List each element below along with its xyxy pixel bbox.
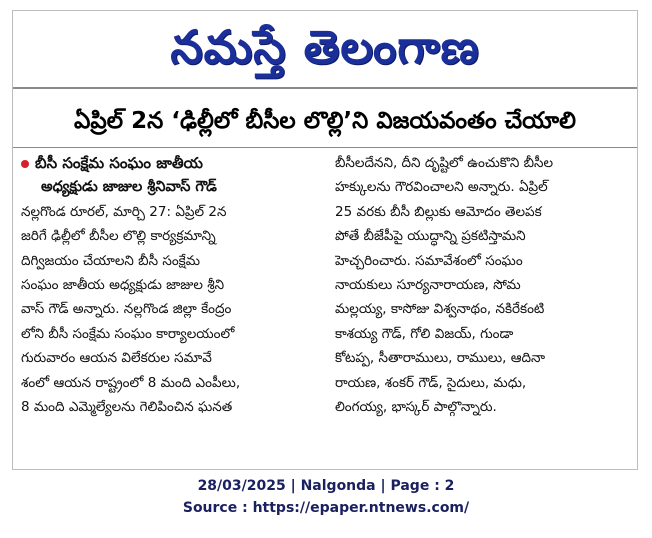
article-column-left [21, 151, 321, 419]
article-deck-line-1 [21, 151, 321, 175]
body-line: కోటప్ప, సీతారాములు, రాములు, ఆదినా [335, 350, 546, 367]
body-line: వాస్ గౌడ్ అన్నారు. నల్లగొండ జిల్లా కేంద్రం [21, 301, 232, 318]
body-line: హక్కులను గౌరవించాలని అన్నారు. ఏప్రిల్ [335, 179, 548, 196]
body-line: గురువారం ఆయన విలేకరుల సమావే [21, 350, 212, 367]
masthead-divider [13, 87, 637, 89]
body-line: జరిగే ఢిల్లీలో బీసీల లొల్లి కార్యక్రమాన్ని [21, 228, 216, 245]
body-line: 8 మంది ఎమ్మెల్యేలను గెలిపించిన ఘనత [21, 398, 233, 415]
article-column-right [335, 151, 627, 419]
headline-divider [13, 147, 637, 148]
deck-text-1: బీసీ సంక్షేమ సంఘం జాతీయ [35, 154, 203, 172]
bullet-icon [21, 160, 29, 168]
body-line: రాయణ, శంకర్ గౌడ్, సైదులు, మధు, [335, 374, 527, 391]
source-link[interactable]: Source : https://epaper.ntnews.com/ [182, 500, 470, 516]
article-deck-line-2: అధ్యక్షుడు జాజుల శ్రీనివాస్ గౌడ్ [41, 179, 217, 196]
body-line: శంలో ఆయన రాష్ట్రంలో 8 మంది ఎంపీలు, [21, 374, 241, 391]
body-line: మల్లయ్య, కాసోజు విశ్వనాథం, నకిరేకంటి [335, 301, 545, 318]
edition-info: 28/03/2025 | Nalgonda | Page : 2 [197, 478, 455, 494]
body-line: హెచ్చరించారు. సమావేశంలో సంఘం [335, 252, 523, 269]
body-line: సంఘం జాతీయ అధ్యక్షుడు జాజుల శ్రీని [21, 276, 225, 293]
body-line: 25 వరకు బీసీ బిల్లుకు ఆమోదం తెలపక [335, 203, 542, 220]
masthead-logo: నమస్తే తెలంగాణ [170, 20, 480, 74]
body-line: నల్లగొండ రూరల్, మార్చి 27: ఏప్రిల్ 2న [21, 203, 227, 220]
body-line: కాశయ్య గౌడ్, గోలి విజయ్, గుండా [335, 325, 514, 342]
news-clipping [12, 10, 638, 470]
body-line: నాయకులు సూర్యనారాయణ, సోమ [335, 276, 521, 293]
article-headline: ఏప్రిల్ 2న ‘ఢిల్లీలో బీసీల లొల్లి’ని విజయవంతం చేయాలి [74, 108, 576, 134]
body-line: పోతే బీజేపీపై యుద్ధాన్ని ప్రకటిస్తామని [335, 228, 526, 245]
body-line: లోని బీసీ సంక్షేమ సంఘం కార్యాలయంలో [21, 325, 235, 342]
body-line: బీసీలదేనని, దీని దృష్టిలో ఉంచుకొని బీసీల [335, 155, 554, 171]
body-line: దిగ్విజయం చేయాలని బీసీ సంక్షేమ [21, 252, 201, 269]
body-line: లింగయ్య, భాస్కర్ పాల్గొన్నారు. [335, 398, 497, 415]
